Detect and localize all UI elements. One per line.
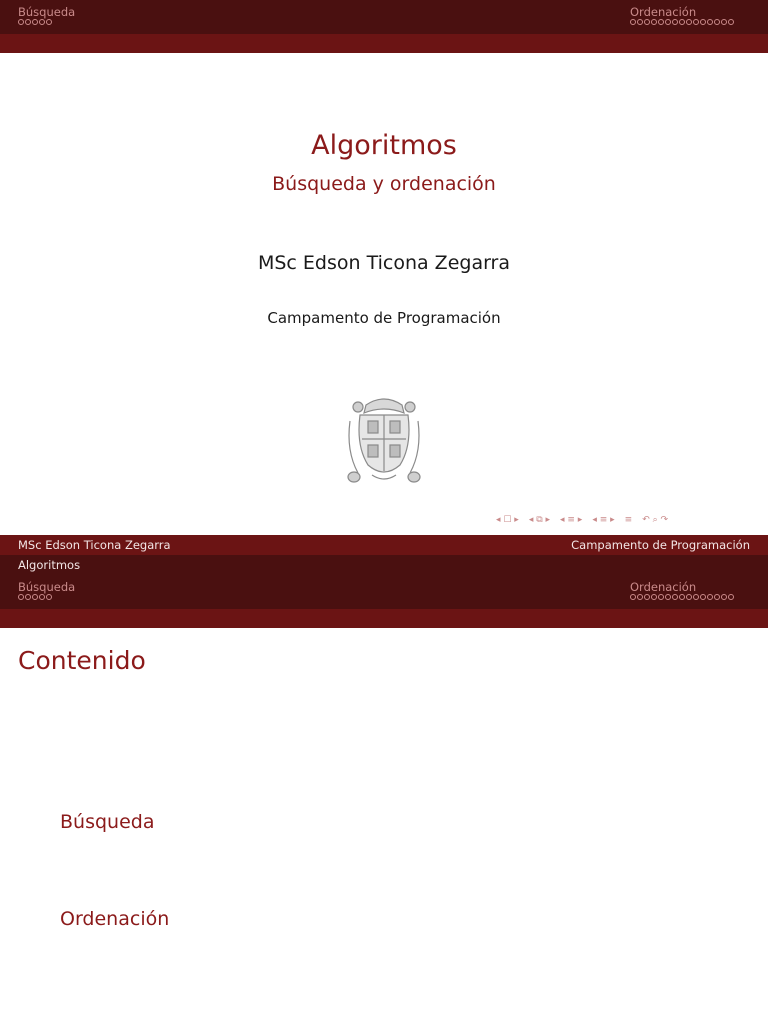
subsection-dot[interactable] <box>700 19 706 25</box>
subsection-dot[interactable] <box>651 19 657 25</box>
university-seal-logo <box>344 391 424 485</box>
section-label-ordenacion: Ordenación <box>630 580 697 594</box>
beamer-navigation <box>496 515 668 525</box>
section-label-busqueda: Búsqueda <box>18 5 76 19</box>
toc-item-ordenacion[interactable]: Ordenación <box>60 908 170 930</box>
subsection-dot[interactable] <box>658 594 664 600</box>
subsection-dot[interactable] <box>637 19 643 25</box>
subsection-dot[interactable] <box>630 594 636 600</box>
subsection-dot[interactable] <box>32 594 38 600</box>
subsection-dot[interactable] <box>644 594 650 600</box>
subsection-dot[interactable] <box>665 594 671 600</box>
subsection-dot[interactable] <box>707 594 713 600</box>
subsection-dot[interactable] <box>39 19 45 25</box>
subsection-dot[interactable] <box>686 19 692 25</box>
subsection-dot[interactable] <box>672 594 678 600</box>
section-icon[interactable]: ◂ ≡ ▸ <box>592 515 615 525</box>
subsection-icon[interactable]: ◂ ≡ ▸ <box>560 515 583 525</box>
subsection-dot[interactable] <box>721 19 727 25</box>
toc-icon[interactable]: ≡ <box>624 515 633 525</box>
subsection-dot[interactable] <box>637 594 643 600</box>
header-bar-slide2 <box>0 575 768 609</box>
subsection-dot[interactable] <box>32 19 38 25</box>
search-icon[interactable]: ↶ ⌕ ↷ <box>642 515 669 525</box>
subsection-dot[interactable] <box>693 594 699 600</box>
slide-subtitle: Búsqueda y ordenación <box>272 173 496 195</box>
subsection-dots-busqueda <box>18 594 75 600</box>
subsection-dots-ordenacion <box>630 19 734 25</box>
section-nav-ordenacion-slide2[interactable] <box>630 581 734 600</box>
subsection-dot[interactable] <box>18 594 24 600</box>
footer-short-title: Algoritmos <box>18 558 81 572</box>
subsection-dot[interactable] <box>18 19 24 25</box>
subsection-dot[interactable] <box>714 19 720 25</box>
slide-author: MSc Edson Ticona Zegarra <box>257 252 511 274</box>
subsection-dot[interactable] <box>46 19 52 25</box>
header-sub-bar <box>0 34 768 53</box>
frame-icon[interactable]: ◂ ⧉ ▸ <box>528 515 551 525</box>
header-bar <box>0 0 768 34</box>
subsection-dot[interactable] <box>25 594 31 600</box>
subsection-dot[interactable] <box>679 594 685 600</box>
toc-item-busqueda[interactable]: Búsqueda <box>60 811 155 833</box>
subsection-dot[interactable] <box>679 19 685 25</box>
subsection-dot[interactable] <box>686 594 692 600</box>
section-label-ordenacion: Ordenación <box>630 5 697 19</box>
footer-author: MSc Edson Ticona Zegarra <box>18 538 171 552</box>
header-sub-bar-slide2 <box>0 609 768 628</box>
footer-institute: Campamento de Programación <box>571 538 750 552</box>
subsection-dot[interactable] <box>714 594 720 600</box>
subsection-dot[interactable] <box>39 594 45 600</box>
footer-author-bar <box>0 535 768 555</box>
subsection-dot[interactable] <box>665 19 671 25</box>
subsection-dot[interactable] <box>700 594 706 600</box>
subsection-dot[interactable] <box>25 19 31 25</box>
slide-title: Algoritmos <box>311 130 457 161</box>
subsection-dot[interactable] <box>658 19 664 25</box>
subsection-dot[interactable] <box>721 594 727 600</box>
subsection-dot[interactable] <box>693 19 699 25</box>
subsection-dots-busqueda <box>18 19 75 25</box>
subsection-dot[interactable] <box>644 19 650 25</box>
nav-prev-arrow-icon[interactable]: ◂ ☐ ▸ <box>496 515 519 525</box>
section-nav-busqueda[interactable] <box>18 6 75 25</box>
subsection-dot[interactable] <box>728 19 734 25</box>
subsection-dot[interactable] <box>672 19 678 25</box>
subsection-dot[interactable] <box>651 594 657 600</box>
subsection-dot[interactable] <box>630 19 636 25</box>
section-nav-ordenacion[interactable] <box>630 6 734 25</box>
frame-title: Contenido <box>18 646 146 675</box>
subsection-dots-ordenacion <box>630 594 734 600</box>
section-nav-busqueda-slide2[interactable] <box>18 581 75 600</box>
slide-institute: Campamento de Programación <box>267 309 501 327</box>
subsection-dot[interactable] <box>728 594 734 600</box>
section-label-busqueda: Búsqueda <box>18 580 76 594</box>
subsection-dot[interactable] <box>46 594 52 600</box>
footer-title-bar <box>0 555 768 575</box>
subsection-dot[interactable] <box>707 19 713 25</box>
